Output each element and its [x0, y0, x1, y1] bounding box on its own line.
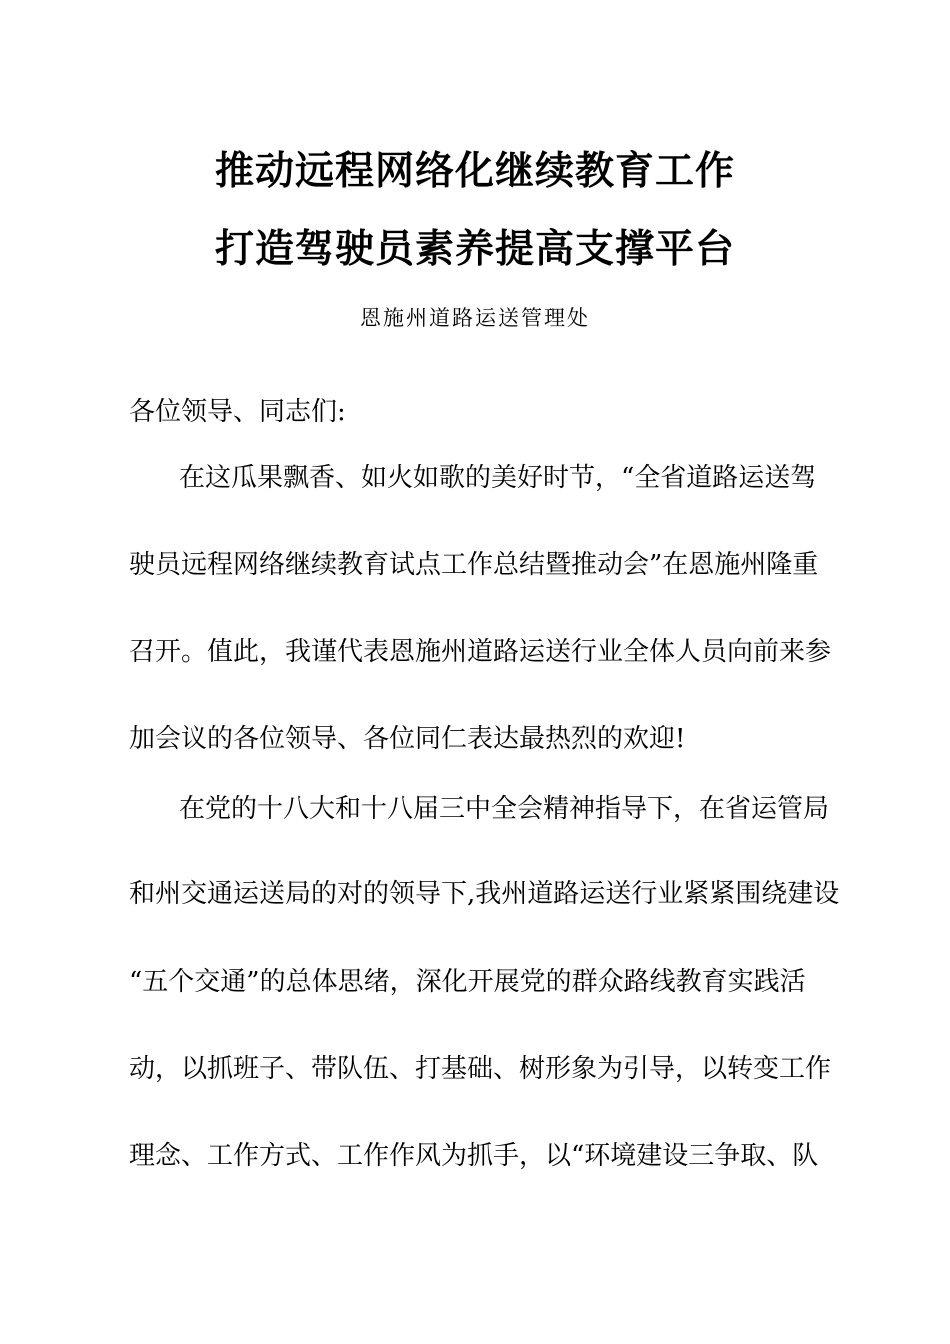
paragraph-1-line-3: 召开。值此，我谨代表恩施州道路运送行业全体人员向前来参 — [129, 637, 832, 667]
salutation: 各位领导、同志们: — [129, 397, 346, 427]
paragraph-2-line-4: 动，以抓班子、带队伍、打基础、树形象为引导，以转变工作 — [129, 1054, 832, 1084]
document-author: 恩施州道路运送管理处 — [360, 306, 590, 330]
paragraph-2-line-5: 理念、工作方式、工作作风为抓手，以“环境建设三争取、队 — [129, 1141, 819, 1171]
paragraph-1-line-4: 加会议的各位领导、各位同仁表达最热烈的欢迎! — [129, 724, 686, 754]
paragraph-2-line-1: 在党的十八大和十八届三中全会精神指导下，在省运管局 — [179, 794, 830, 824]
document-title-line-2: 打造驾驶员素养提高支撑平台 — [214, 227, 735, 272]
document-title-line-1: 推动远程网络化继续教育工作 — [214, 149, 735, 194]
paragraph-1-line-1: 在这瓜果飘香、如火如歌的美好时节，“全省道路运送驾 — [179, 463, 817, 493]
paragraph-2-line-2: 和州交通运送局的对的领导下,我州道路运送行业紧紧围绕建设 — [129, 879, 840, 909]
paragraph-1-line-2: 驶员远程网络继续教育试点工作总结暨推动会”在恩施州隆重 — [129, 550, 819, 580]
paragraph-2-line-3: “五个交通”的总体思绪，深化开展党的群众路线教育实践活 — [129, 967, 806, 997]
